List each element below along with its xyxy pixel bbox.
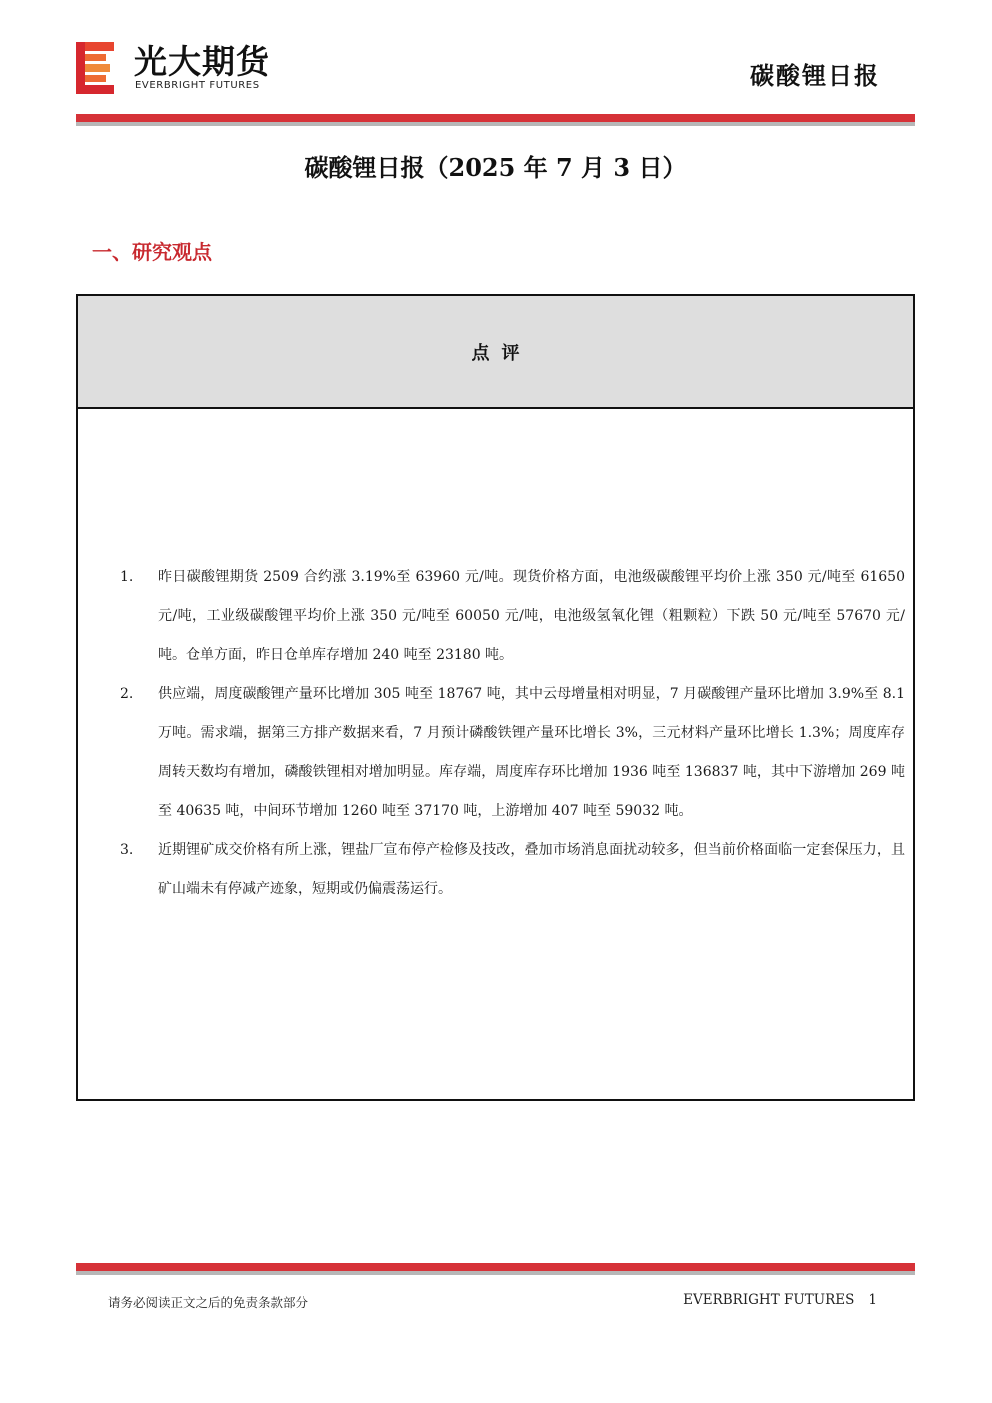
logo-english-name: EVERBRIGHT FUTURES (135, 80, 260, 91)
everbright-logo-icon (76, 42, 116, 98)
footer-brand: EVERBRIGHT FUTURES (683, 1292, 855, 1308)
page-number: 1 (868, 1292, 877, 1308)
comment-table-header (78, 296, 913, 409)
list-item-number: 1. (120, 569, 134, 585)
list-item (120, 558, 905, 675)
list-item-text: 近期锂矿成交价格有所上涨，锂盐厂宣布停产检修及技改，叠加市场消息面扰动较多，但当前价格面临一定套保压力，且矿山端未有停减产迹象，短期或仍偏震荡运行。 (158, 842, 905, 897)
list-item-text: 昨日碳酸锂期货 2509 合约涨 3.19%至 63960 元/吨。现货价格方面，电池级碳酸锂平均价上涨 350 元/吨至 61650 元/吨，工业级碳酸锂平均价上涨 350 元/吨至 60050 元/吨，电池级氢氧化锂（粗颗粒）下跌 50 元/吨至 57670 元/吨。仓单方面，昨日仓单库存增加 240 吨至 23180 吨。 (158, 569, 905, 663)
header-divider (76, 114, 915, 126)
footer-brand-block (683, 1292, 877, 1308)
list-item (120, 675, 905, 831)
footer-divider (76, 1263, 915, 1275)
list-item (120, 831, 905, 909)
comment-table (76, 294, 915, 1101)
footer-disclaimer: 请务必阅读正文之后的免责条款部分 (108, 1295, 309, 1310)
company-logo (76, 42, 306, 100)
logo-chinese-name: 光大期货 (134, 42, 270, 81)
list-item-text: 供应端，周度碳酸锂产量环比增加 305 吨至 18767 吨，其中云母增量相对明显，7 月碳酸锂产量环比增加 3.9%至 8.1 万吨。需求端，据第三方排产数据来看，7 月预计磷酸铁锂产量环比增长 3%，三元材料产量环比增长 1.3%；周度库存周转天数均有增加，磷酸铁锂相对增加明显。库存端，周度库存环比增加 1936 吨至 136837 吨，其中下游增加 269 吨至 40635 吨，中间环节增加 1260 吨至 37170 吨，上游增加 407 吨至 59032 吨。 (158, 686, 905, 819)
header-doc-type: 碳酸锂日报 (750, 62, 880, 90)
comment-header-label: 点评 (471, 342, 532, 364)
comment-list (120, 558, 905, 909)
list-item-number: 2. (120, 686, 134, 702)
list-item-number: 3. (120, 842, 134, 858)
report-title: 碳酸锂日报（2025 年 7 月 3 日） (304, 153, 687, 182)
section-heading: 一、研究观点 (92, 240, 212, 264)
